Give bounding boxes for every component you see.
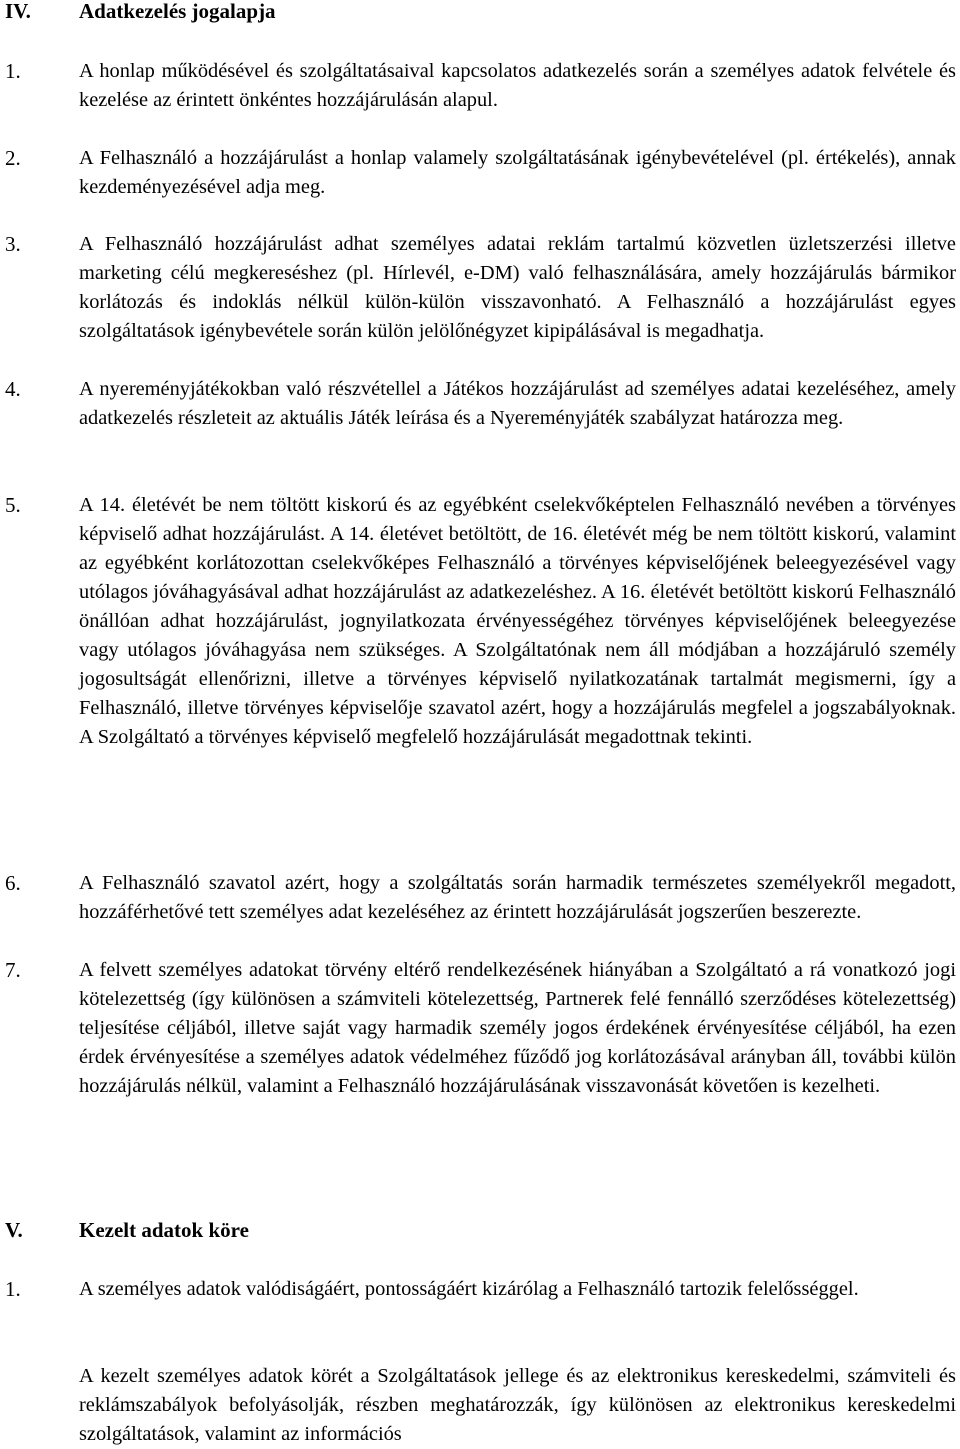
item-text: A nyereményjátékokban való részvétellel a Játékos hozzájárulást ad személyes adatai kezeléséhez, amely adatkezelés részleteit az aktuális Játék leírása és a Nyereményjáték szabályzat határozza meg. xyxy=(79,378,956,429)
item-number: 1. xyxy=(5,59,21,83)
item-text: A személyes adatok valódiságáért, pontosságáért kizárólag a Felhasználó tartozik felelősséggel. xyxy=(79,1278,859,1300)
section-number: V. xyxy=(5,1218,23,1242)
paragraph-text: A kezelt személyes adatok körét a Szolgáltatások jellege és az elektronikus kereskedelmi, számviteli és reklámszabályok befolyásolják, részben meghatározzák, így különösen az elektronikus kereskedelmi szolgáltatások, valamint az információs xyxy=(79,1365,956,1445)
item-number: 6. xyxy=(5,871,21,895)
item-text: A honlap működésével és szolgáltatásaival kapcsolatos adatkezelés során a személyes adatok felvétele és kezelése az érintett önkéntes hozzájárulásán alapul. xyxy=(79,60,956,111)
item-number: 5. xyxy=(5,493,21,517)
item-number: 1. xyxy=(5,1277,21,1301)
item-number: 7. xyxy=(5,958,21,982)
item-number: 3. xyxy=(5,232,21,256)
item-text: A Felhasználó szavatol azért, hogy a szolgáltatás során harmadik természetes személyekről megadott, hozzáférhetővé tett személyes adat kezeléséhez az érintett hozzájárulását jogszerűen beszerezte. xyxy=(79,872,956,923)
item-text: A 14. életévét be nem töltött kiskorú és az egyébként cselekvőképtelen Felhasználó nevében a törvényes képviselő adhat hozzájárulást. A 14. életévet betöltött, de 16. életévét még be nem töltött kiskorú, valamint az egyébként korlátozottan cselekvőképes Felhasználó a törvényes képviselőjének beleegyezésével vagy utólagos jóváhagyásával adhat hozzájárulást az adatkezeléshez. A 16. életévét betöltött kiskorú Felhasználó önállóan adhat hozzájárulást, jognyilatkozata érvényességéhez törvényes képviselőjének beleegyezése vagy utólagos jóváhagyása nem szükséges. A Szolgáltatónak nem áll módjában a hozzájáruló személy jogosultságát ellenőrizni, illetve a törvényes képviselő nyilatkozatának tartalmát megismerni, így a Felhasználó, illetve törvényes képviselője szavatol azért, hogy a hozzájárulás megfelel a jogszabályoknak. A Szolgáltató a törvényes képviselő megfelelő hozzájárulását megadottnak tekinti. xyxy=(79,494,956,748)
item-text: A Felhasználó a hozzájárulást a honlap valamely szolgáltatásának igénybevételével (pl. értékelés), annak kezdeményezésével adja meg. xyxy=(79,147,956,198)
section-title: Adatkezelés jogalapja xyxy=(79,0,276,23)
item-number: 2. xyxy=(5,146,21,170)
item-text: A felvett személyes adatokat törvény eltérő rendelkezésének hiányában a Szolgáltató a rá vonatkozó jogi kötelezettség (így különösen a számviteli kötelezettség, Partnerek felé fennálló szerződéses kötelezettség) teljesítése céljából, illetve saját vagy harmadik személy jogos érdekének érvényesítése céljából, ha ezen érdek érvényesítése a személyes adatok védelméhez fűződő jog korlátozásával arányban áll, további külön hozzájárulás nélkül, valamint a Felhasználó hozzájárulásának visszavonását követően is kezelheti. xyxy=(79,959,956,1097)
item-number: 4. xyxy=(5,377,21,401)
section-title: Kezelt adatok köre xyxy=(79,1218,249,1242)
item-text: A Felhasználó hozzájárulást adhat személyes adatai reklám tartalmú közvetlen üzletszerzési illetve marketing célú megkereséshez (pl. Hírlevél, e-DM) való felhasználására, amely hozzájárulás bármikor korlátozás és indoklás nélkül külön-külön visszavonható. A Felhasználó a hozzájárulást egyes szolgáltatások igénybevétele során külön jelölőnégyzet kipipálásával is megadhatja. xyxy=(79,233,956,342)
section-number: IV. xyxy=(5,0,31,23)
